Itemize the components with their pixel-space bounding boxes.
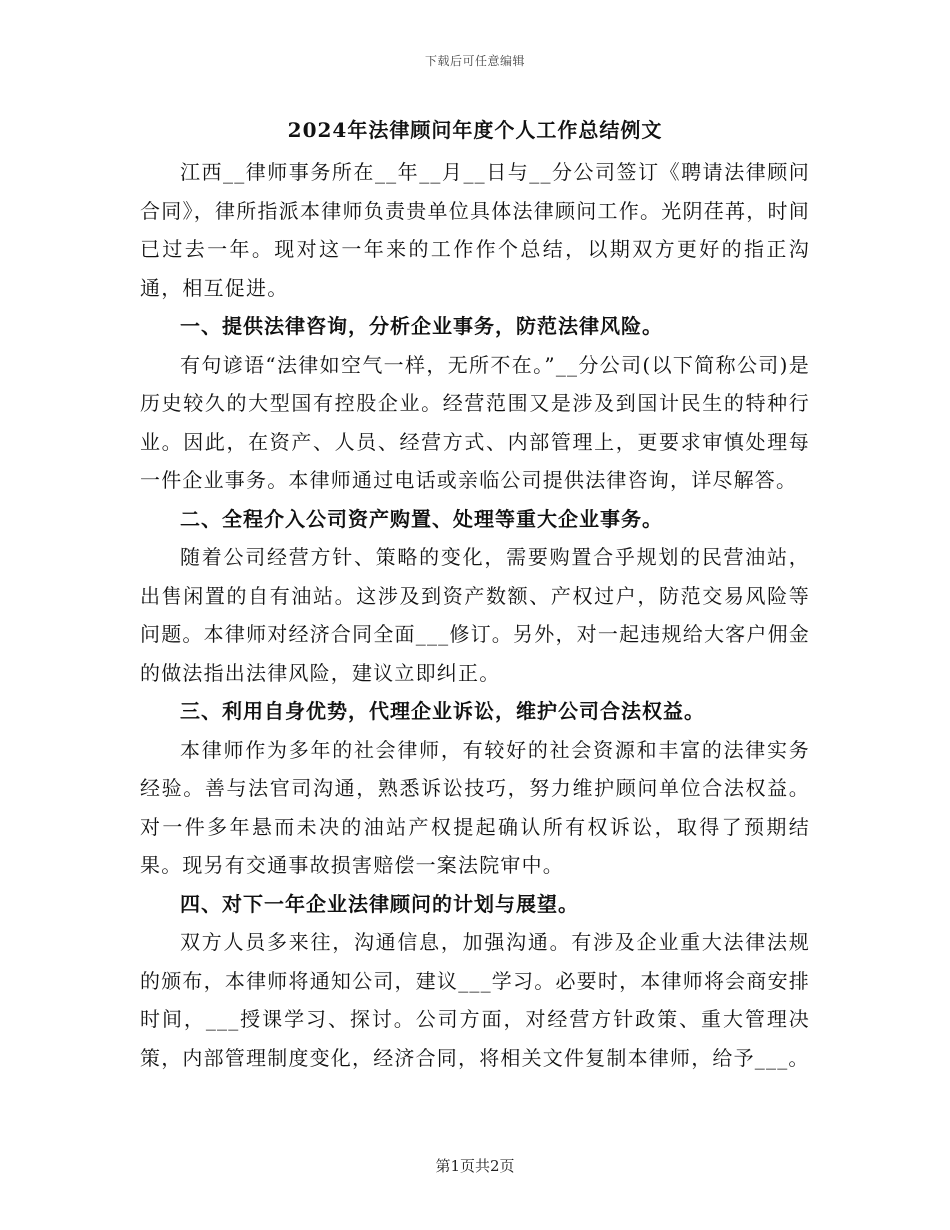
section-1-body: 有句谚语“法律如空气一样，无所不在。”__分公司(以下简称公司)是历史较久的大型国有控股企业。经营范围又是涉及到国计民生的特种行业。因此，在资产、人员、经营方式、内部管理上，更要求审慎处理每一件企业事务。本律师通过电话或亲临公司提供法律咨询，详尽解答。 — [140, 352, 810, 492]
header-note: 下载后可任意编辑 — [424, 54, 525, 68]
section-3-heading: 三、利用自身优势，代理企业诉讼，维护公司合法权益。 — [180, 699, 705, 723]
section-4-heading: 四、对下一年企业法律顾问的计划与展望。 — [180, 891, 579, 916]
intro-paragraph: 江西__律师事务所在__年__月__日与__分公司签订《聘请法律顾问合同》，律所指派本律师负责贵单位具体法律顾问工作。光阴荏苒，时间已过去一年。现对这一年来的工作作个总结，以期双方更好的指正沟通，相互促进。 — [140, 160, 810, 300]
page-footer: 第1页共2页 — [435, 1157, 515, 1175]
section-3-body: 本律师作为多年的社会律师，有较好的社会资源和丰富的法律实务经验。善与法官司沟通，熟悉诉讼技巧，努力维护顾问单位合法权益。对一件多年悬而未决的油站产权提起确认所有权诉讼，取得了预期结果。现另有交通事故损害赔偿一案法院审中。 — [140, 737, 810, 877]
section-2-body: 随着公司经营方针、策略的变化，需要购置合乎规划的民营油站，出售闲置的自有油站。这涉及到资产数额、产权过户，防范交易风险等问题。本律师对经济合同全面___修订。另外，对一起违规给大客户佣金的做法指出法律风险，建议立即纠正。 — [140, 545, 810, 685]
document-body — [140, 111, 810, 1077]
section-2-heading: 二、全程介入公司资产购置、处理等重大企业事务。 — [180, 506, 663, 531]
section-1-heading: 一、提供法律咨询，分析企业事务，防范法律风险。 — [180, 314, 663, 338]
document-title: 2024年法律顾问年度个人工作总结例文 — [287, 118, 663, 142]
section-4-body: 双方人员多来往，沟通信息，加强沟通。有涉及企业重大法律法规的颁布，本律师将通知公司，建议___学习。必要时，本律师将会商安排时间，___授课学习、探讨。公司方面，对经营方针政策、重大管理决策，内部管理制度变化，经济合同，将相关文件复制本律师，给予___。 — [140, 930, 810, 1070]
